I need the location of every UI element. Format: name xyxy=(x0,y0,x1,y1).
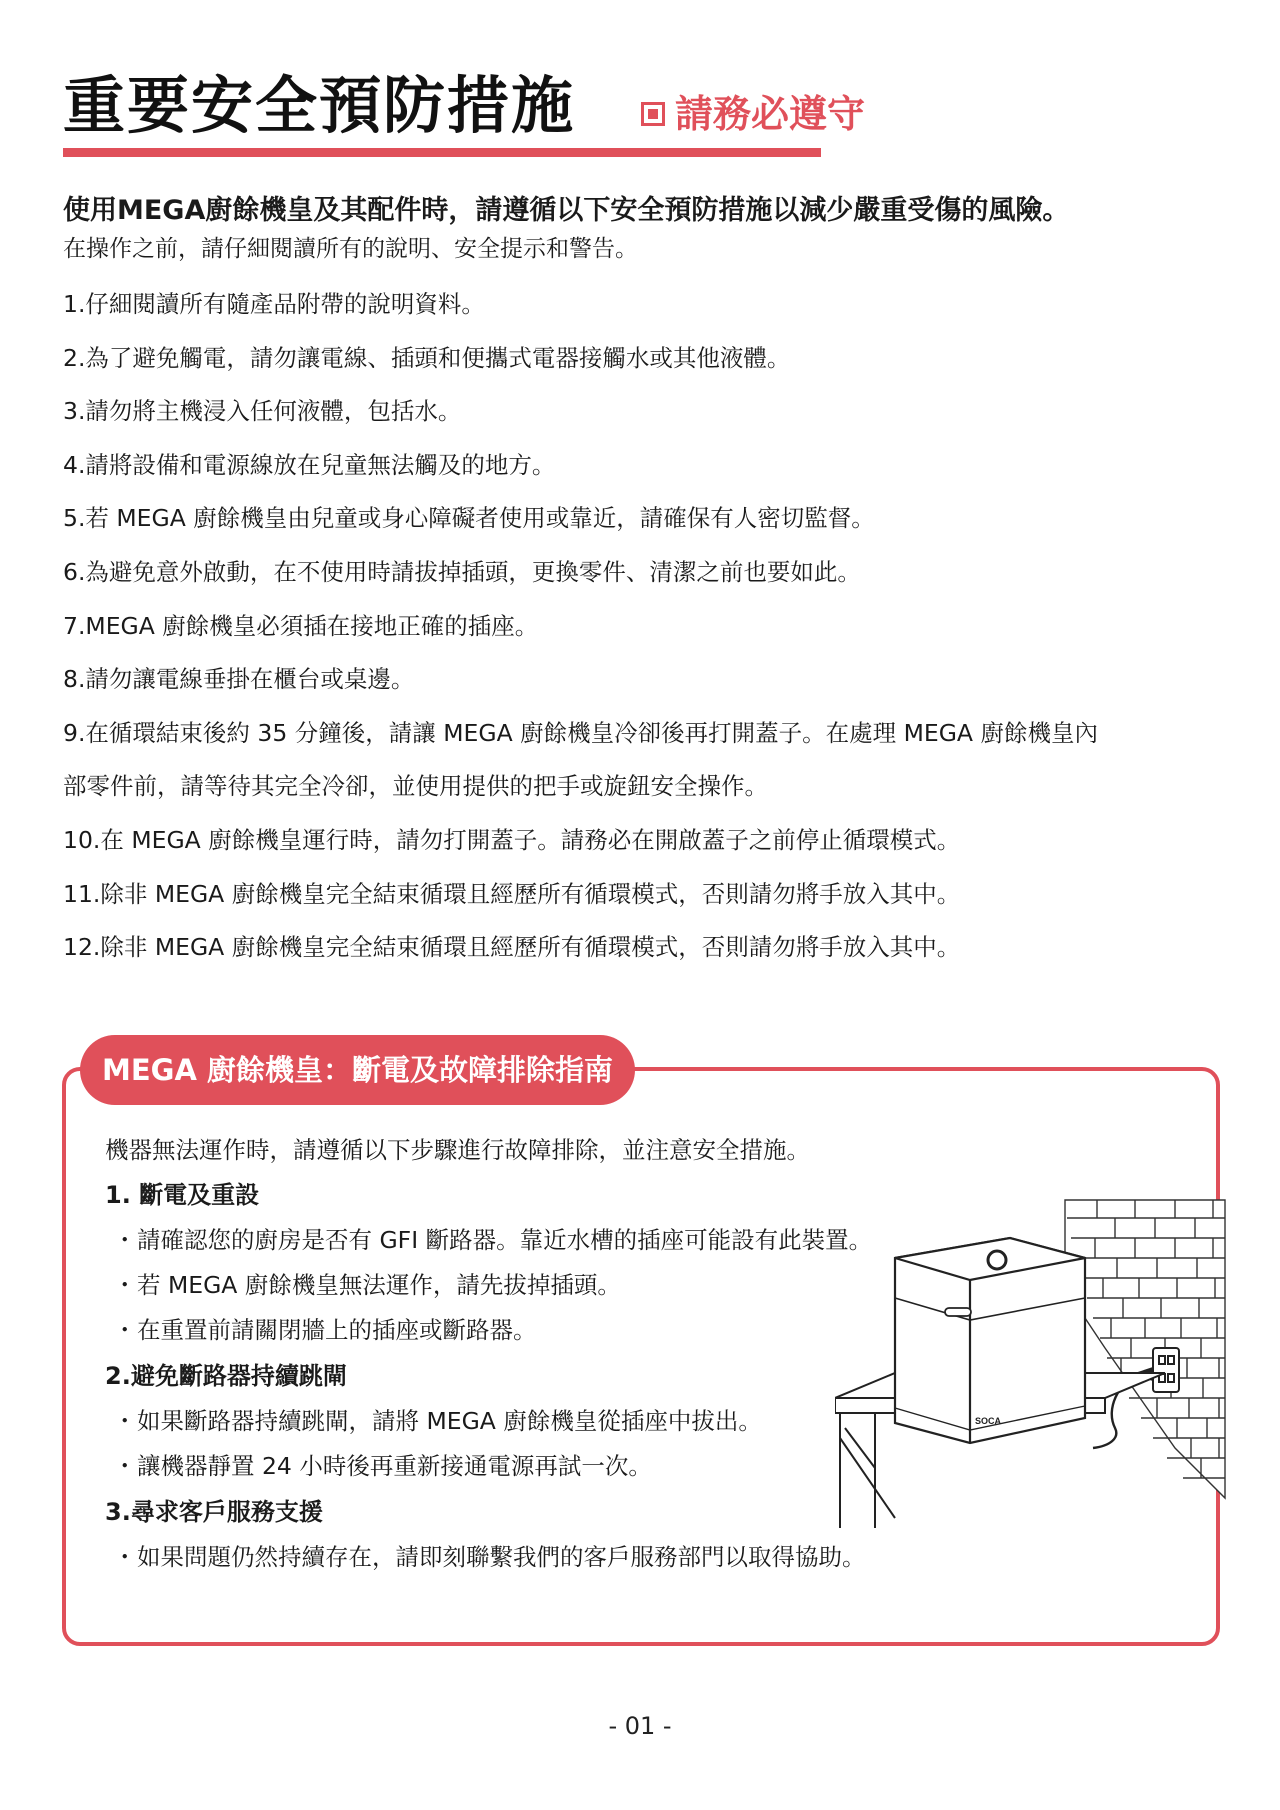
step-bullet-text: 若 MEGA 廚餘機皇無法運作，請先拔掉插頭。 xyxy=(137,1271,621,1299)
page-header xyxy=(63,69,866,158)
step-title: 2.避免斷路器持續跳閘 xyxy=(105,1362,347,1390)
safety-rule: 5.若 MEGA 廚餘機皇由兒童或身心障礙者使用或靠近，請確保有人密切監督。 xyxy=(63,504,875,533)
safety-rule: 4.請將設備和電源線放在兒童無法觸及的地方。 xyxy=(63,450,556,479)
safety-rule: 8.請勿讓電線垂掛在櫃台或桌邊。 xyxy=(63,665,415,694)
must-follow-tag xyxy=(641,92,865,136)
step-bullet-text: 如果問題仍然持續存在，請即刻聯繫我們的客戶服務部門以取得協助。 xyxy=(137,1543,866,1571)
safety-rule: 11.除非 MEGA 廚餘機皇完全結束循環且經歷所有循環模式，否則請勿將手放入其中。 xyxy=(63,879,961,908)
step-bullet-text: 讓機器靜置 24 小時後再重新接通電源再試一次。 xyxy=(137,1452,652,1480)
food-waste-device xyxy=(895,1238,1085,1443)
safety-subtitle: 在操作之前，請仔細閱讀所有的說明、安全提示和警告。 xyxy=(63,236,638,262)
step-title: 3.尋求客戶服務支援 xyxy=(105,1498,323,1526)
bullet-dot: ・ xyxy=(113,1543,137,1571)
square-bullet-icon xyxy=(641,102,665,126)
page-number: - 01 - xyxy=(608,1712,672,1740)
bullet-dot: ・ xyxy=(113,1452,137,1480)
step-bullet-text: 如果斷路器持續跳閘，請將 MEGA 廚餘機皇從插座中拔出。 xyxy=(137,1407,762,1435)
safety-rule: 3.請勿將主機浸入任何液體，包括水。 xyxy=(63,397,462,426)
bullet-dot: ・ xyxy=(113,1271,137,1299)
safety-rule: 部零件前，請等待其完全冷卻，並使用提供的把手或旋鈕安全操作。 xyxy=(63,772,768,801)
bullet-dot: ・ xyxy=(113,1316,137,1344)
step-bullet xyxy=(105,1535,965,1580)
title-underline xyxy=(63,148,821,157)
device-brand-mark: SOCA xyxy=(975,1416,1002,1426)
must-follow-label: 請務必遵守 xyxy=(675,92,866,136)
safety-rules-list xyxy=(63,278,1223,975)
bullet-dot: ・ xyxy=(113,1407,137,1435)
safety-rule: 9.在循環結束後約 35 分鐘後，請讓 MEGA 廚餘機皇冷卻後再打開蓋子。在處理 MEGA 廚餘機皇內 xyxy=(63,718,1098,747)
safety-rule: 10.在 MEGA 廚餘機皇運行時，請勿打開蓋子。請務必在開啟蓋子之前停止循環模式。 xyxy=(63,825,961,854)
brick-wall xyxy=(1065,1200,1225,1498)
safety-rule: 12.除非 MEGA 廚餘機皇完全結束循環且經歷所有循環模式，否則請勿將手放入其中。 xyxy=(63,933,961,962)
troubleshooting-heading: MEGA 廚餘機皇：斷電及故障排除指南 xyxy=(80,1035,635,1105)
bullet-dot: ・ xyxy=(113,1226,137,1254)
safety-rule: 7.MEGA 廚餘機皇必須插在接地正確的插座。 xyxy=(63,611,539,640)
safety-rule: 2.為了避免觸電，請勿讓電線、插頭和便攜式電器接觸水或其他液體。 xyxy=(63,343,791,372)
safety-rule: 1.仔細閱讀所有隨產品附帶的說明資料。 xyxy=(63,290,485,318)
safety-lead: 使用MEGA廚餘機皇及其配件時，請遵循以下安全預防措施以減少嚴重受傷的風險。 xyxy=(63,195,1070,226)
step-bullet-text: 在重置前請關閉牆上的插座或斷路器。 xyxy=(137,1316,537,1344)
safety-rule: 6.為避免意外啟動，在不使用時請拔掉插頭，更換零件、清潔之前也要如此。 xyxy=(63,557,861,586)
page-title: 重要安全預防措施 xyxy=(63,69,576,142)
step-bullet-text: 請確認您的廚房是否有 GFI 斷路器。靠近水槽的插座可能設有此裝置。 xyxy=(137,1226,873,1254)
step-title: 1. 斷電及重設 xyxy=(105,1181,260,1209)
troubleshooting-intro: 機器無法運作時，請遵循以下步驟進行故障排除，並注意安全措施。 xyxy=(105,1136,810,1164)
device-wall-outlet-illustration xyxy=(835,1198,1230,1528)
